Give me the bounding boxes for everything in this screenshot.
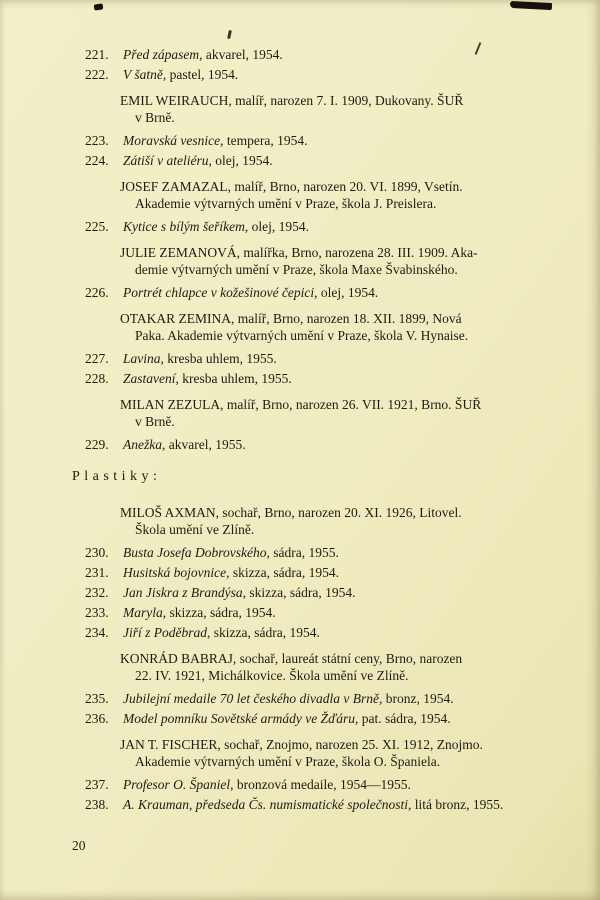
scan-artifact-top-left — [94, 3, 104, 10]
catalog-entry — [85, 604, 564, 621]
entry-text — [115, 796, 503, 813]
entry-number: 233. — [85, 605, 109, 620]
artwork-title: Jubilejní medaile 70 let českého divadla v Brně — [123, 691, 380, 706]
catalog-entry — [85, 218, 564, 235]
catalog-entry — [85, 350, 564, 367]
entry-text — [115, 436, 246, 453]
entry-details: , olej, 1954. — [208, 153, 273, 168]
section-heading: Plastiky: — [72, 469, 162, 484]
entry-number: 228. — [85, 371, 109, 386]
entry-text — [115, 544, 339, 561]
artist-header — [120, 396, 558, 430]
entry-text — [115, 132, 307, 149]
artwork-title: Před zápasem — [123, 47, 200, 62]
artwork-title: Jan Jiskra z Brandýsa — [123, 585, 243, 600]
entry-text — [115, 690, 454, 707]
entry-number: 226. — [85, 285, 109, 300]
artist-header-line: MILAN ZEZULA, malíř, Brno, narozen 26. VII. 1921, Brno. ŠUŘ — [120, 397, 482, 412]
artist-header-line: Paka. Akademie výtvarných umění v Praze, škola V. Hynaise. — [135, 328, 469, 343]
entry-details: , akvarel, 1954. — [199, 47, 283, 62]
artist-header-line: demie výtvarných umění v Praze, škola Maxe Švabinského. — [135, 262, 458, 277]
catalog-entry — [85, 46, 564, 63]
artist-header-line: JOSEF ZAMAZAL, malíř, Brno, narozen 20. VI. 1899, Vsetín. — [120, 179, 463, 194]
entry-text — [115, 564, 339, 581]
catalog-entry — [85, 690, 564, 707]
artist-header — [120, 504, 558, 538]
catalog-entry — [85, 624, 564, 641]
artist-header-line: v Brně. — [135, 110, 175, 125]
entry-details: , skizza, sádra, 1954. — [242, 585, 356, 600]
entry-number: 235. — [85, 691, 109, 706]
artist-header-line: v Brně. — [135, 414, 175, 429]
entry-details: , bronzová medaile, 1954—1955. — [230, 777, 411, 792]
artwork-title: Husitská bojovnice — [123, 565, 227, 580]
entry-text — [115, 284, 378, 301]
scan-artifact-top-right — [510, 1, 552, 10]
entry-text — [115, 584, 355, 601]
artwork-title: Zátiší v ateliéru — [123, 153, 209, 168]
catalog-entry — [85, 710, 564, 727]
catalog-entry — [85, 564, 564, 581]
entry-text — [115, 370, 292, 387]
catalog-entry — [85, 152, 564, 169]
artist-header — [120, 736, 558, 770]
artist-header-line: OTAKAR ZEMINA, malíř, Brno, narozen 18. XII. 1899, Nová — [120, 311, 462, 326]
entry-details: , olej, 1954. — [314, 285, 379, 300]
entry-text — [115, 776, 411, 793]
catalog-list — [72, 46, 564, 816]
entry-text — [115, 152, 273, 169]
entry-text — [115, 624, 320, 641]
entry-details: , skizza, sádra, 1954. — [207, 625, 320, 640]
entry-text — [115, 218, 309, 235]
artwork-title: V šatně — [123, 67, 163, 82]
artwork-title: Model pomníku Sovětské armády ve Žďáru — [123, 711, 356, 726]
artwork-title: Profesor O. Španiel — [123, 777, 231, 792]
entry-details: , tempera, 1954. — [220, 133, 308, 148]
scan-artifact-apostrophe — [227, 30, 232, 39]
artist-header-line: JAN T. FISCHER, sochař, Znojmo, narozen 25. XI. 1912, Znojmo. — [120, 737, 483, 752]
entry-number: 234. — [85, 625, 109, 640]
entry-number: 222. — [85, 67, 109, 82]
entry-number: 231. — [85, 565, 109, 580]
artwork-title: Anežka — [123, 437, 162, 452]
entry-details: , olej, 1954. — [244, 219, 309, 234]
artwork-title: Jiří z Poděbrad — [123, 625, 207, 640]
entry-number: 232. — [85, 585, 109, 600]
entry-number: 225. — [85, 219, 109, 234]
artist-header — [120, 310, 558, 344]
artist-header — [120, 92, 558, 126]
entry-number: 230. — [85, 545, 109, 560]
artwork-title: Lavina — [123, 351, 161, 366]
catalog-entry — [85, 132, 564, 149]
artist-header — [120, 178, 558, 212]
catalog-entry — [85, 436, 564, 453]
artist-header-line: Škola umění ve Zlíně. — [135, 522, 255, 537]
artist-header-line: JULIE ZEMANOVÁ, malířka, Brno, narozena 28. III. 1909. Aka- — [120, 245, 478, 260]
artist-header-line: 22. IV. 1921, Michálkovice. Škola umění ve Zlíně. — [135, 668, 409, 683]
entry-details: , akvarel, 1955. — [161, 437, 246, 452]
entry-details: , bronz, 1954. — [379, 691, 454, 706]
entry-number: 229. — [85, 437, 109, 452]
entry-details: , skizza, sádra, 1954. — [226, 565, 339, 580]
artwork-title: Busta Josefa Dobrovského — [123, 545, 267, 560]
artist-header — [120, 650, 558, 684]
artist-header-line: Akademie výtvarných umění v Praze, škola O. Španiela. — [135, 754, 441, 769]
entry-text — [115, 66, 238, 83]
artist-header-line: MILOŠ AXMAN, sochař, Brno, narozen 20. XI. 1926, Litovel. — [120, 505, 462, 520]
page-number: 20 — [72, 838, 86, 853]
artist-header-line: Akademie výtvarných umění v Praze, škola J. Preislera. — [135, 196, 437, 211]
entry-number: 221. — [85, 47, 109, 62]
entry-number: 238. — [85, 797, 109, 812]
entry-details: , skizza, sádra, 1954. — [162, 605, 276, 620]
entry-details: , kresba uhlem, 1955. — [175, 371, 292, 386]
entry-details: , kresba uhlem, 1955. — [160, 351, 277, 366]
artwork-title: Zastavení — [123, 371, 176, 386]
entry-text — [115, 604, 276, 621]
artist-header-line: EMIL WEIRAUCH, malíř, narozen 7. I. 1909, Dukovany. ŠUŘ — [120, 93, 464, 108]
entry-number: 227. — [85, 351, 109, 366]
entry-details: , sádra, 1955. — [266, 545, 339, 560]
catalog-entry — [85, 544, 564, 561]
catalog-entry — [85, 584, 564, 601]
entry-details: , pat. sádra, 1954. — [355, 711, 451, 726]
entry-number: 223. — [85, 133, 109, 148]
entry-number: 224. — [85, 153, 109, 168]
artwork-title: Moravská vesnice — [123, 133, 221, 148]
entry-text — [115, 710, 451, 727]
entry-number: 237. — [85, 777, 109, 792]
catalog-entry — [85, 776, 564, 793]
catalog-entry — [85, 66, 564, 83]
catalog-entry — [85, 284, 564, 301]
catalog-entry — [85, 796, 564, 813]
artwork-title: Kytice s bílým šeříkem — [123, 219, 245, 234]
catalog-entry — [85, 370, 564, 387]
artist-header-line: KONRÁD BABRAJ, sochař, laureát státní ceny, Brno, narozen — [120, 651, 463, 666]
artwork-title: Portrét chlapce v kožešinové čepici — [123, 285, 315, 300]
entry-text — [115, 350, 277, 367]
artwork-title: A. Krauman, předseda Čs. numismatické společnosti — [123, 797, 408, 812]
entry-number: 236. — [85, 711, 109, 726]
artist-header — [120, 244, 558, 278]
entry-text — [115, 46, 283, 63]
entry-details: , pastel, 1954. — [162, 67, 239, 82]
entry-details: , litá bronz, 1955. — [407, 797, 504, 812]
artwork-title: Maryla — [123, 605, 163, 620]
